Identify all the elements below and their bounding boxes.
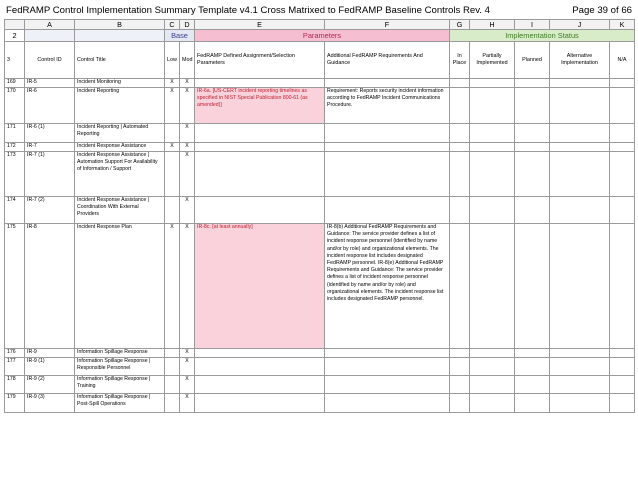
group-parameters: Parameters [195, 30, 450, 42]
table-row [5, 79, 635, 88]
row-number[interactable]: 178 [5, 376, 25, 394]
cell-control-title[interactable]: Incident Monitoring [75, 79, 165, 88]
cell-low[interactable] [165, 124, 180, 143]
cell-parameter[interactable]: IR-8c. [at least annually] [195, 224, 325, 349]
cell-mod[interactable]: X [180, 394, 195, 413]
header-mod: Mod [180, 42, 195, 79]
cell-status[interactable] [550, 197, 610, 224]
column-letter[interactable]: H [470, 20, 515, 30]
cell-status[interactable] [470, 152, 515, 197]
group-blank [75, 30, 165, 42]
cell-low[interactable] [165, 349, 180, 358]
cell-guidance[interactable]: IR-8(b) Additional FedRAMP Requirements and Guidance: The service provider defines a list of incident response personnel (identified by name and/or by role) and organizational elements. The incident response list includes designated FedRAMP personnel. IR-8(e) Additional FedRAMP Requirements and Guidance: The service provider defines a list of incident response personnel (identified by name and/or by role) and organizational elements. The incident response list includes designated FedRAMP personnel. [325, 224, 450, 349]
cell-control-title[interactable]: Incident Reporting | Automated Reporting [75, 124, 165, 143]
table-row [5, 197, 635, 224]
cell-status[interactable] [515, 224, 550, 349]
cell-mod[interactable]: X [180, 88, 195, 124]
cell-guidance[interactable] [325, 376, 450, 394]
cell-status[interactable] [550, 349, 610, 358]
cell-status[interactable] [450, 224, 470, 349]
cell-status[interactable] [450, 394, 470, 413]
column-letter[interactable]: A [25, 20, 75, 30]
cell-status[interactable] [470, 143, 515, 152]
column-letter[interactable]: B [75, 20, 165, 30]
row-number[interactable]: 176 [5, 349, 25, 358]
cell-low[interactable]: X [165, 79, 180, 88]
cell-status[interactable] [450, 143, 470, 152]
cell-status[interactable] [515, 349, 550, 358]
cell-mod[interactable]: X [180, 79, 195, 88]
cell-guidance[interactable] [325, 394, 450, 413]
row-number[interactable]: 3 [5, 42, 25, 79]
cell-status[interactable] [610, 224, 635, 349]
row-number[interactable]: 170 [5, 88, 25, 124]
cell-parameter[interactable] [195, 124, 325, 143]
cell-status[interactable] [550, 88, 610, 124]
cell-status[interactable] [610, 394, 635, 413]
cell-status[interactable] [550, 394, 610, 413]
cell-control-id[interactable]: IR-6 (1) [25, 124, 75, 143]
cell-control-id[interactable]: IR-7 [25, 143, 75, 152]
page-number: Page 39 of 66 [572, 5, 632, 16]
cell-status[interactable] [610, 197, 635, 224]
cell-control-id[interactable]: IR-9 (2) [25, 376, 75, 394]
table-row [5, 224, 635, 349]
cell-control-title[interactable]: Incident Reporting [75, 88, 165, 124]
row-number[interactable]: 172 [5, 143, 25, 152]
header-na: N/A [610, 42, 635, 79]
cell-status[interactable] [515, 376, 550, 394]
group-blank [25, 30, 75, 42]
cell-parameter[interactable] [195, 79, 325, 88]
cell-control-title[interactable]: Incident Response Assistance | Automation Support For Availability of Information / Support [75, 152, 165, 197]
cell-parameter[interactable] [195, 152, 325, 197]
column-letter[interactable]: J [550, 20, 610, 30]
cell-mod[interactable]: X [180, 224, 195, 349]
column-header-row [5, 42, 635, 79]
row-number[interactable]: 171 [5, 124, 25, 143]
group-header-row [5, 30, 635, 42]
table-row [5, 88, 635, 124]
cell-status[interactable] [470, 358, 515, 376]
cell-guidance[interactable] [325, 152, 450, 197]
cell-status[interactable] [515, 88, 550, 124]
cell-low[interactable] [165, 394, 180, 413]
cell-status[interactable] [610, 349, 635, 358]
page-title: FedRAMP Control Implementation Summary Template v4.1 Cross Matrixed to FedRAMP Baseline Controls Rev. 4 [6, 5, 490, 16]
cell-status[interactable] [450, 197, 470, 224]
column-letter[interactable]: F [325, 20, 450, 30]
cell-parameter[interactable] [195, 394, 325, 413]
cell-control-title[interactable]: Information Spillage Response [75, 349, 165, 358]
column-letter[interactable]: D [180, 20, 195, 30]
cell-control-title[interactable]: Information Spillage Response | Training [75, 376, 165, 394]
table-row [5, 152, 635, 197]
cell-mod[interactable]: X [180, 143, 195, 152]
controls-table [4, 19, 635, 413]
cell-status[interactable] [550, 152, 610, 197]
cell-status[interactable] [515, 79, 550, 88]
cell-control-title[interactable]: Information Spillage Response | Responsible Personnel [75, 358, 165, 376]
cell-status[interactable] [610, 358, 635, 376]
cell-parameter[interactable] [195, 349, 325, 358]
cell-status[interactable] [550, 124, 610, 143]
header-planned: Planned [515, 42, 550, 79]
cell-status[interactable] [610, 88, 635, 124]
cell-status[interactable] [550, 376, 610, 394]
cell-parameter[interactable] [195, 376, 325, 394]
row-number[interactable]: 175 [5, 224, 25, 349]
header-low: Low [165, 42, 180, 79]
cell-guidance[interactable]: Requirement: Reports security incident information according to FedRAMP Incident Communications Procedure. [325, 88, 450, 124]
cell-status[interactable] [550, 224, 610, 349]
cell-status[interactable] [515, 152, 550, 197]
table-row [5, 124, 635, 143]
cell-guidance[interactable] [325, 124, 450, 143]
cell-status[interactable] [470, 79, 515, 88]
table-row [5, 143, 635, 152]
header-control-title: Control Title [75, 42, 165, 79]
group-base: Base [165, 30, 195, 42]
cell-mod[interactable]: X [180, 152, 195, 197]
cell-control-title[interactable]: Information Spillage Response | Post-Spill Operations [75, 394, 165, 413]
table-row [5, 349, 635, 358]
table-body [5, 79, 635, 413]
row-number[interactable]: 2 [5, 30, 25, 42]
cell-status[interactable] [550, 143, 610, 152]
row-number[interactable]: 174 [5, 197, 25, 224]
cell-control-id[interactable]: IR-6 [25, 88, 75, 124]
column-letters-row [5, 20, 635, 30]
cell-status[interactable] [515, 124, 550, 143]
cell-mod[interactable]: X [180, 358, 195, 376]
cell-control-id[interactable]: IR-7 (1) [25, 152, 75, 197]
cell-status[interactable] [470, 88, 515, 124]
cell-parameter[interactable] [195, 358, 325, 376]
cell-status[interactable] [610, 376, 635, 394]
column-letter[interactable]: G [450, 20, 470, 30]
row-number[interactable]: 169 [5, 79, 25, 88]
cell-guidance[interactable] [325, 197, 450, 224]
cell-status[interactable] [610, 124, 635, 143]
cell-mod[interactable]: X [180, 376, 195, 394]
cell-control-id[interactable]: IR-5 [25, 79, 75, 88]
header-partially: Partially Implemented [470, 42, 515, 79]
header-additional: Additional FedRAMP Requirements And Guidance [325, 42, 450, 79]
column-letter[interactable]: K [610, 20, 635, 30]
row-number[interactable]: 179 [5, 394, 25, 413]
cell-status[interactable] [610, 143, 635, 152]
cell-control-id[interactable]: IR-9 [25, 349, 75, 358]
cell-status[interactable] [450, 88, 470, 124]
cell-control-title[interactable]: Incident Response Plan [75, 224, 165, 349]
cell-status[interactable] [515, 197, 550, 224]
header-in-place: In Place [450, 42, 470, 79]
cell-status[interactable] [515, 143, 550, 152]
table-row [5, 376, 635, 394]
cell-low[interactable] [165, 376, 180, 394]
corner-cell [5, 20, 25, 30]
cell-parameter[interactable] [195, 143, 325, 152]
cell-status[interactable] [470, 376, 515, 394]
cell-control-id[interactable]: IR-8 [25, 224, 75, 349]
cell-status[interactable] [470, 394, 515, 413]
cell-status[interactable] [470, 224, 515, 349]
cell-status[interactable] [450, 79, 470, 88]
cell-low[interactable] [165, 197, 180, 224]
cell-status[interactable] [450, 349, 470, 358]
cell-low[interactable]: X [165, 224, 180, 349]
cell-status[interactable] [450, 124, 470, 143]
row-number[interactable]: 173 [5, 152, 25, 197]
cell-low[interactable] [165, 152, 180, 197]
cell-low[interactable]: X [165, 88, 180, 124]
cell-low[interactable] [165, 358, 180, 376]
cell-mod[interactable]: X [180, 197, 195, 224]
cell-low[interactable]: X [165, 143, 180, 152]
cell-control-id[interactable]: IR-9 (1) [25, 358, 75, 376]
cell-control-id[interactable]: IR-9 (3) [25, 394, 75, 413]
row-number[interactable]: 177 [5, 358, 25, 376]
header-alternative: Alternative Implementation [550, 42, 610, 79]
cell-guidance[interactable] [325, 358, 450, 376]
cell-mod[interactable]: X [180, 124, 195, 143]
cell-status[interactable] [450, 152, 470, 197]
cell-status[interactable] [610, 79, 635, 88]
table-row [5, 358, 635, 376]
cell-guidance[interactable] [325, 143, 450, 152]
header-assignment: FedRAMP Defined Assignment/Selection Parameters [195, 42, 325, 79]
column-letter[interactable]: E [195, 20, 325, 30]
cell-status[interactable] [515, 394, 550, 413]
cell-guidance[interactable] [325, 349, 450, 358]
cell-control-title[interactable]: Incident Response Assistance [75, 143, 165, 152]
cell-status[interactable] [470, 124, 515, 143]
cell-parameter[interactable] [195, 197, 325, 224]
cell-status[interactable] [610, 152, 635, 197]
cell-status[interactable] [470, 349, 515, 358]
column-letter[interactable]: I [515, 20, 550, 30]
cell-status[interactable] [470, 197, 515, 224]
cell-status[interactable] [515, 358, 550, 376]
cell-mod[interactable]: X [180, 349, 195, 358]
cell-status[interactable] [550, 358, 610, 376]
cell-control-title[interactable]: Incident Response Assistance | Coordination With External Providers [75, 197, 165, 224]
cell-parameter[interactable]: IR-6a. [US-CERT incident reporting timelines as specified in NIST Special Publication 800-61 (as amended)] [195, 88, 325, 124]
column-letter[interactable]: C [165, 20, 180, 30]
header-control-id: Control ID [25, 42, 75, 79]
cell-status[interactable] [550, 79, 610, 88]
cell-status[interactable] [450, 358, 470, 376]
cell-status[interactable] [450, 376, 470, 394]
table-row [5, 394, 635, 413]
group-implementation-status: Implementation Status [450, 30, 635, 42]
cell-guidance[interactable] [325, 79, 450, 88]
cell-control-id[interactable]: IR-7 (2) [25, 197, 75, 224]
